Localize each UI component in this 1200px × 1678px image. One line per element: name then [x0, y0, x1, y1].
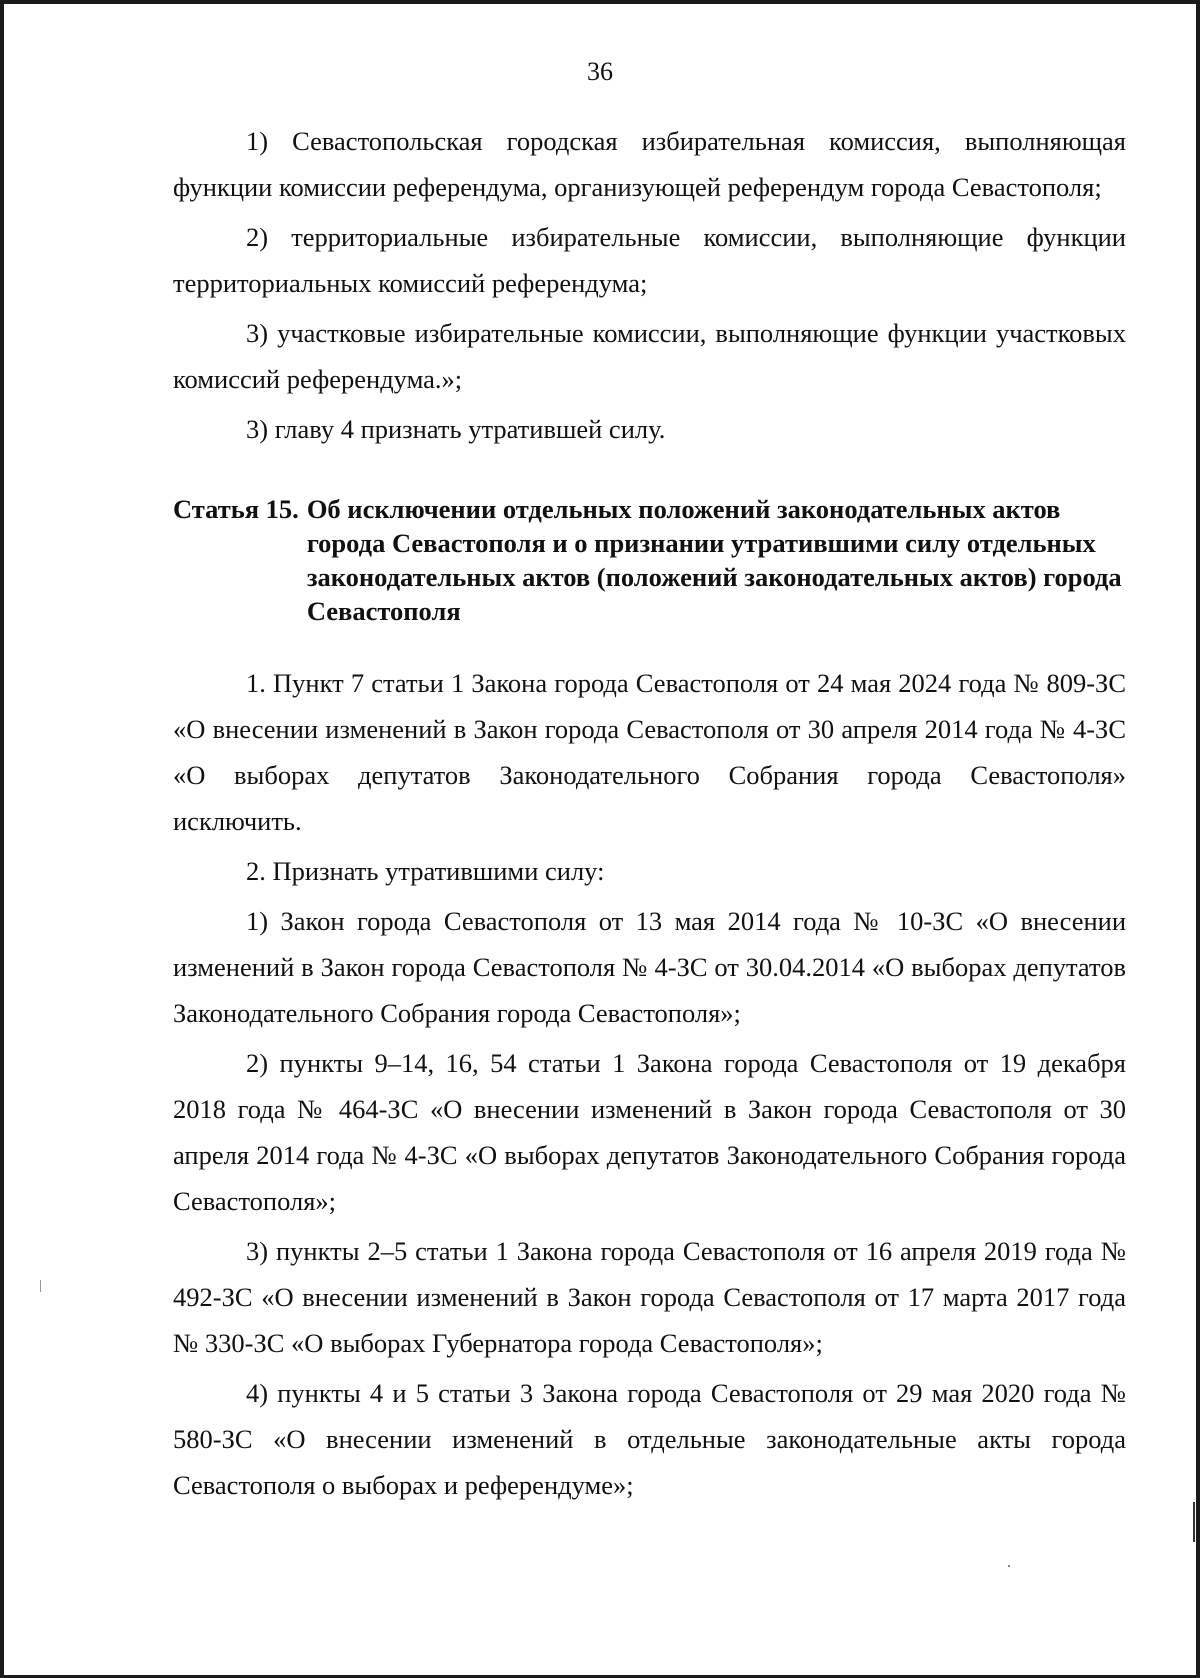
- scan-artifact-mark: [1193, 1502, 1195, 1542]
- scan-border-left: [0, 0, 4, 1678]
- scan-artifact-mark: [1008, 1565, 1010, 1567]
- article-label: Статья 15.: [173, 494, 299, 524]
- paragraph: 1) Севастопольская городская избирательная комиссия, выполняющая функции комиссии референдума, организующей референдум города Севастополя;: [173, 126, 1126, 202]
- paragraph: 4) пункты 4 и 5 статьи 3 Закона города Севастополя от 29 мая 2020 года № 580-ЗС «О внесении изменений в отдельные законодательные акты города Севастополя о выборах и референдуме»;: [173, 1378, 1126, 1500]
- paragraph: 1. Пункт 7 статьи 1 Закона города Севастополя от 24 мая 2024 года № 809-ЗС «О внесении изменений в Закон города Севастополя от 30 апреля 2014 года № 4-ЗС «О выборах депутатов Законодательного Собрания города Севастополя» исключить.: [173, 668, 1126, 836]
- scan-artifact-mark: [40, 1280, 41, 1292]
- paragraph: 3) главу 4 признать утратившей силу.: [246, 414, 666, 444]
- paragraph: 1) Закон города Севастополя от 13 мая 2014 года № 10-ЗС «О внесении изменений в Закон города Севастополя № 4-ЗС от 30.04.2014 «О выборах депутатов Законодательного Собрания города Севастополя»;: [173, 906, 1126, 1028]
- article-heading: [173, 492, 1126, 628]
- scan-border-right: [1196, 0, 1200, 1678]
- paragraph: 2) пункты 9–14, 16, 54 статьи 1 Закона города Севастополя от 19 декабря 2018 года № 464-ЗС «О внесении изменений в Закон города Севастополя от 30 апреля 2014 года № 4-ЗС «О выборах депутатов Законодательного Собрания города Севастополя»;: [173, 1048, 1126, 1216]
- scan-border-top: [0, 0, 1200, 4]
- paragraph: 3) участковые избирательные комиссии, выполняющие функции участковых комиссий референдума.»;: [173, 318, 1126, 394]
- document-body: [173, 118, 1126, 1512]
- paragraph: 3) пункты 2–5 статьи 1 Закона города Севастополя от 16 апреля 2019 года № 492-ЗС «О внесении изменений в Закон города Севастополя от 17 марта 2017 года № 330-ЗС «О выборах Губернатора города Севастополя»;: [173, 1236, 1126, 1358]
- paragraph: 2) территориальные избирательные комиссии, выполняющие функции территориальных комиссий референдума;: [173, 222, 1126, 298]
- paragraph: 2. Признать утратившими силу:: [246, 856, 605, 886]
- article-title: Об исключении отдельных положений законодательных актов города Севастополя и о признании утратившими силу отдельных законодательных актов (положений законодательных актов) города Севастополя: [306, 494, 1122, 626]
- page-number: 36: [587, 57, 613, 86]
